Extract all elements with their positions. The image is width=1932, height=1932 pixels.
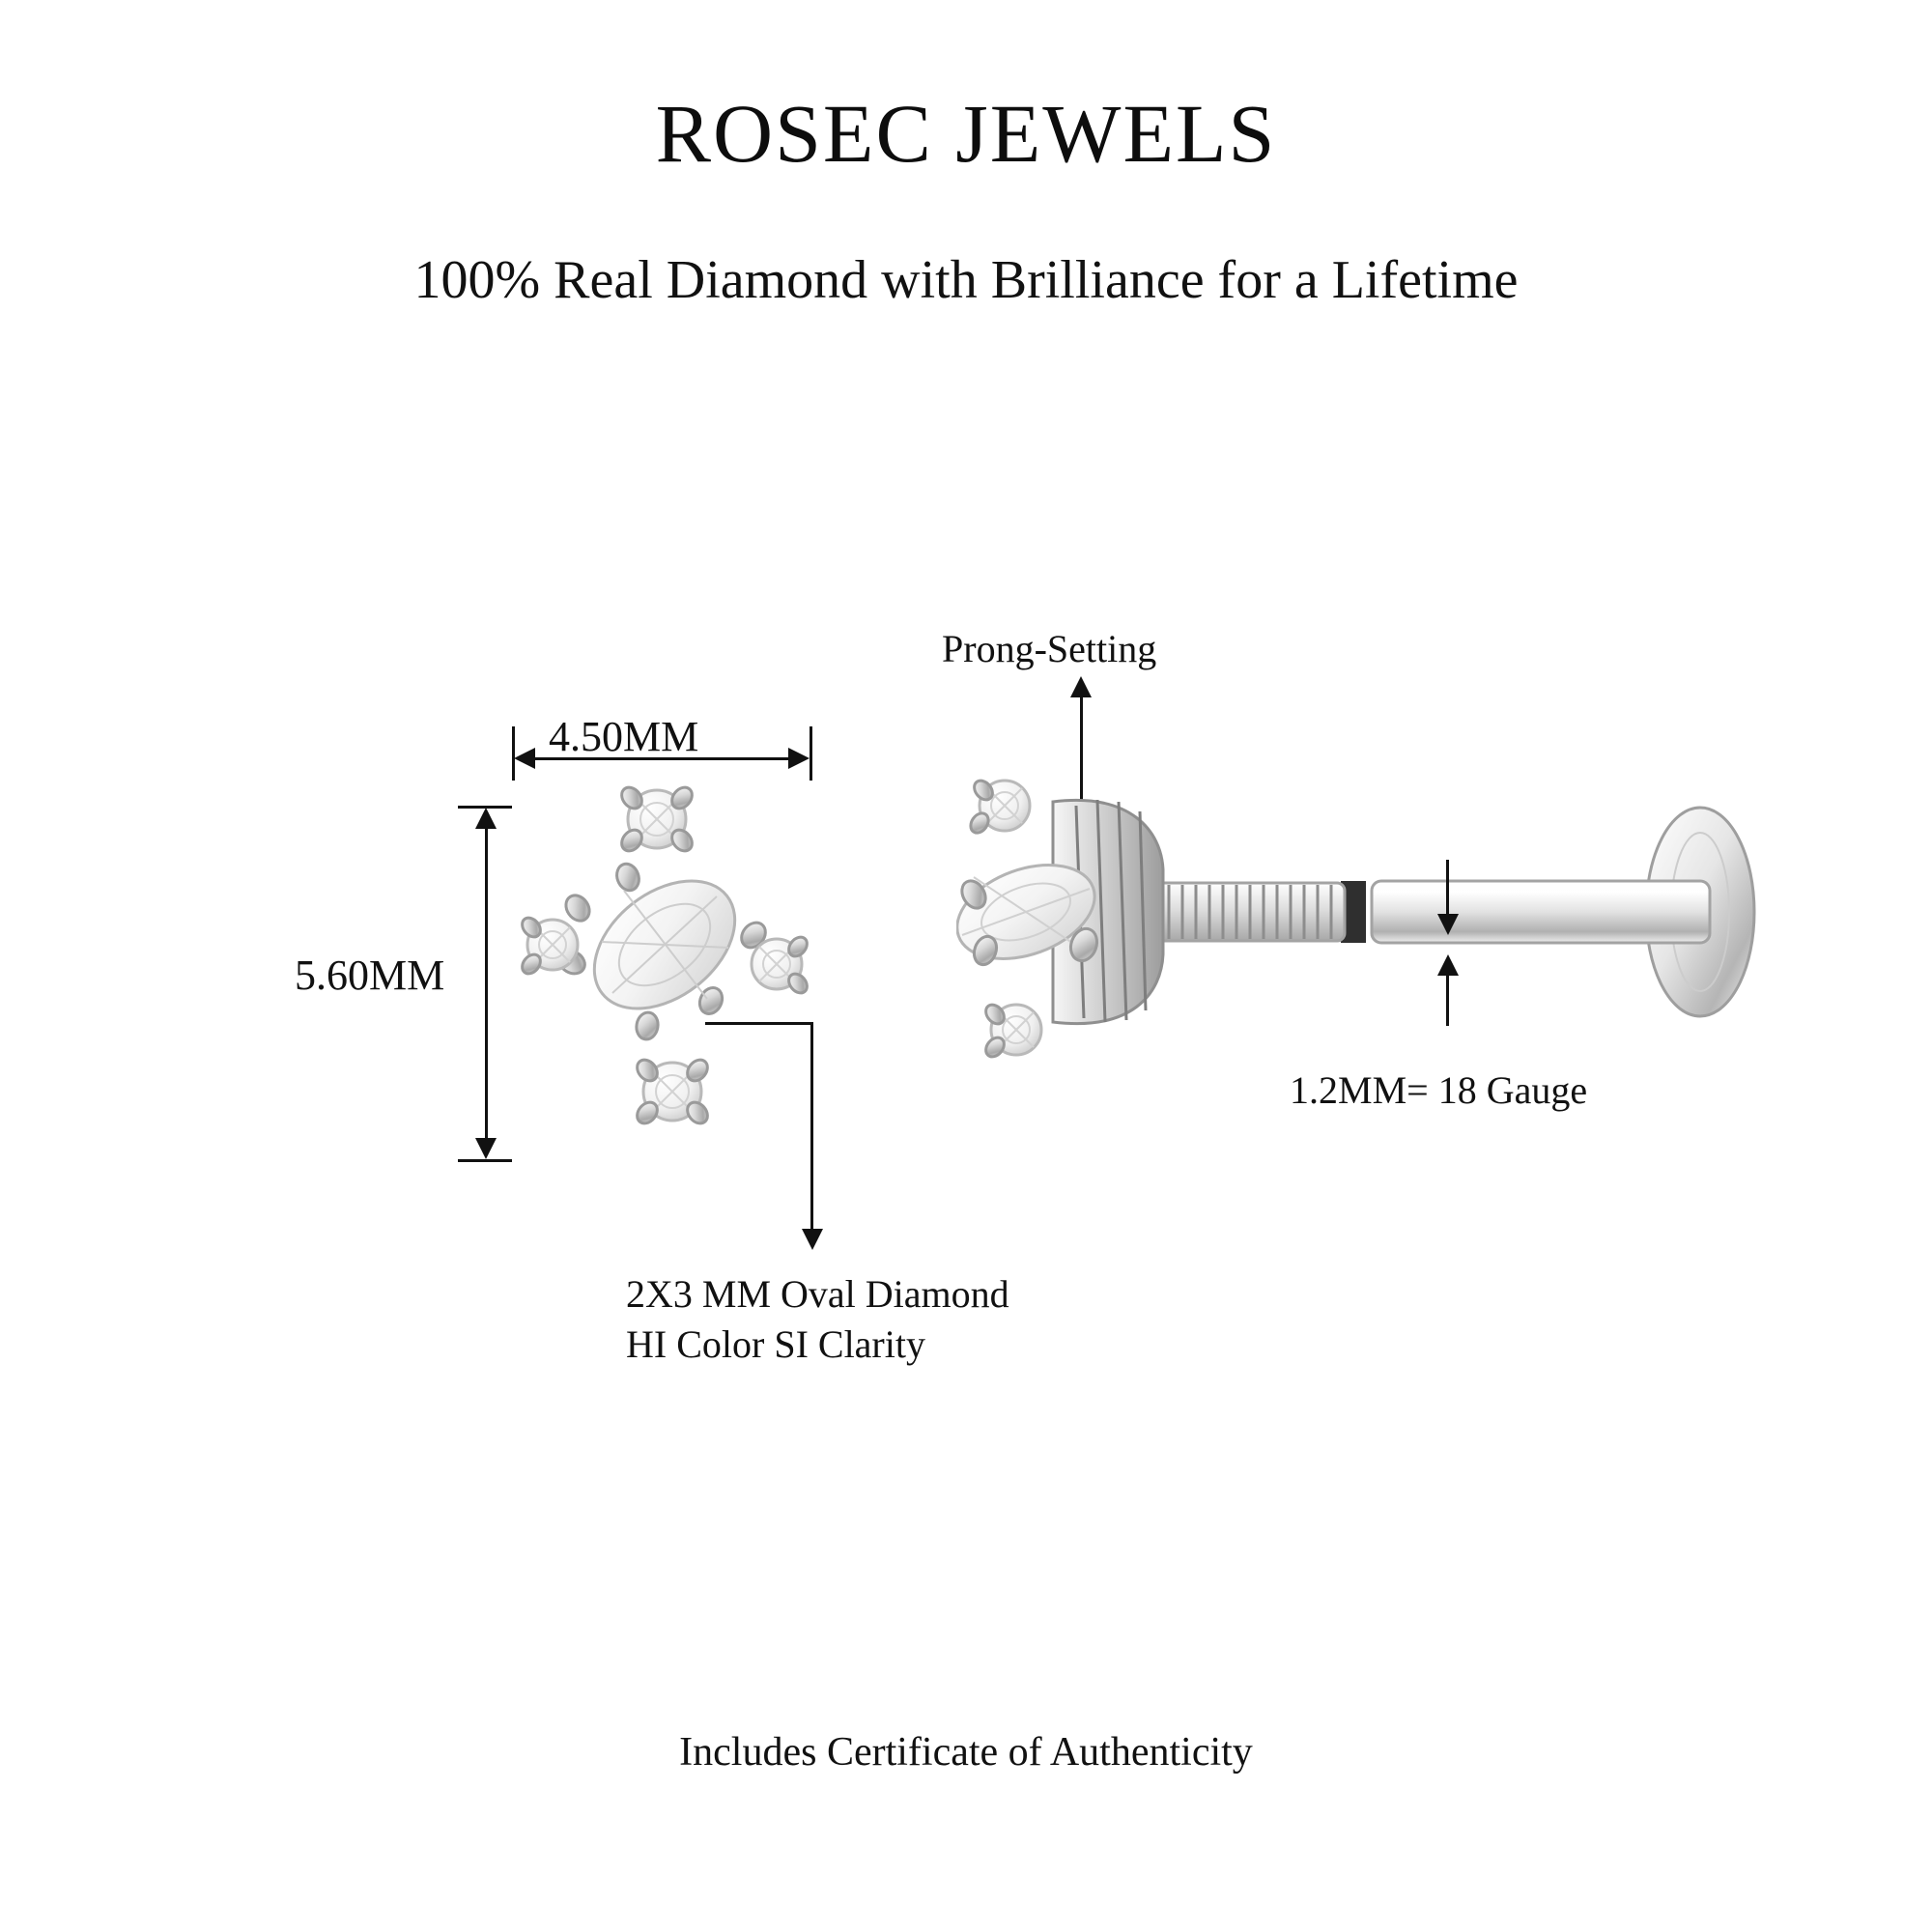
brand-tagline: 100% Real Diamond with Brilliance for a Lifetime [413, 250, 1519, 310]
center-stone-label-line2: HI Color SI Clarity [626, 1322, 925, 1366]
front-view-jewel [510, 773, 838, 1179]
gauge-upper-arrow-icon [1437, 914, 1459, 935]
height-dimension-bottom-cap [458, 1159, 512, 1162]
brand-title: ROSEC JEWELS [655, 87, 1277, 180]
stone-leader-arrow-icon [802, 1229, 823, 1250]
width-arrow-left-icon [514, 748, 535, 769]
certificate-note: Includes Certificate of Authenticity [679, 1730, 1253, 1775]
height-label: 5.60MM [295, 952, 445, 999]
height-arrow-down-icon [475, 1138, 497, 1159]
prong-setting-label: Prong-Setting [942, 627, 1157, 670]
stone-leader-vertical [810, 1022, 813, 1235]
width-arrow-right-icon [788, 748, 810, 769]
gauge-lower-arrow-icon [1437, 954, 1459, 976]
prong-leader-arrow-icon [1070, 676, 1092, 697]
center-stone-label-line1: 2X3 MM Oval Diamond [626, 1272, 1009, 1316]
height-arrow-up-icon [475, 808, 497, 829]
height-dimension-line [485, 827, 488, 1138]
gauge-label: 1.2MM= 18 Gauge [1290, 1068, 1588, 1112]
width-label: 4.50MM [549, 713, 699, 760]
stone-leader-horizontal [705, 1022, 813, 1025]
gauge-upper-leader [1446, 860, 1449, 918]
